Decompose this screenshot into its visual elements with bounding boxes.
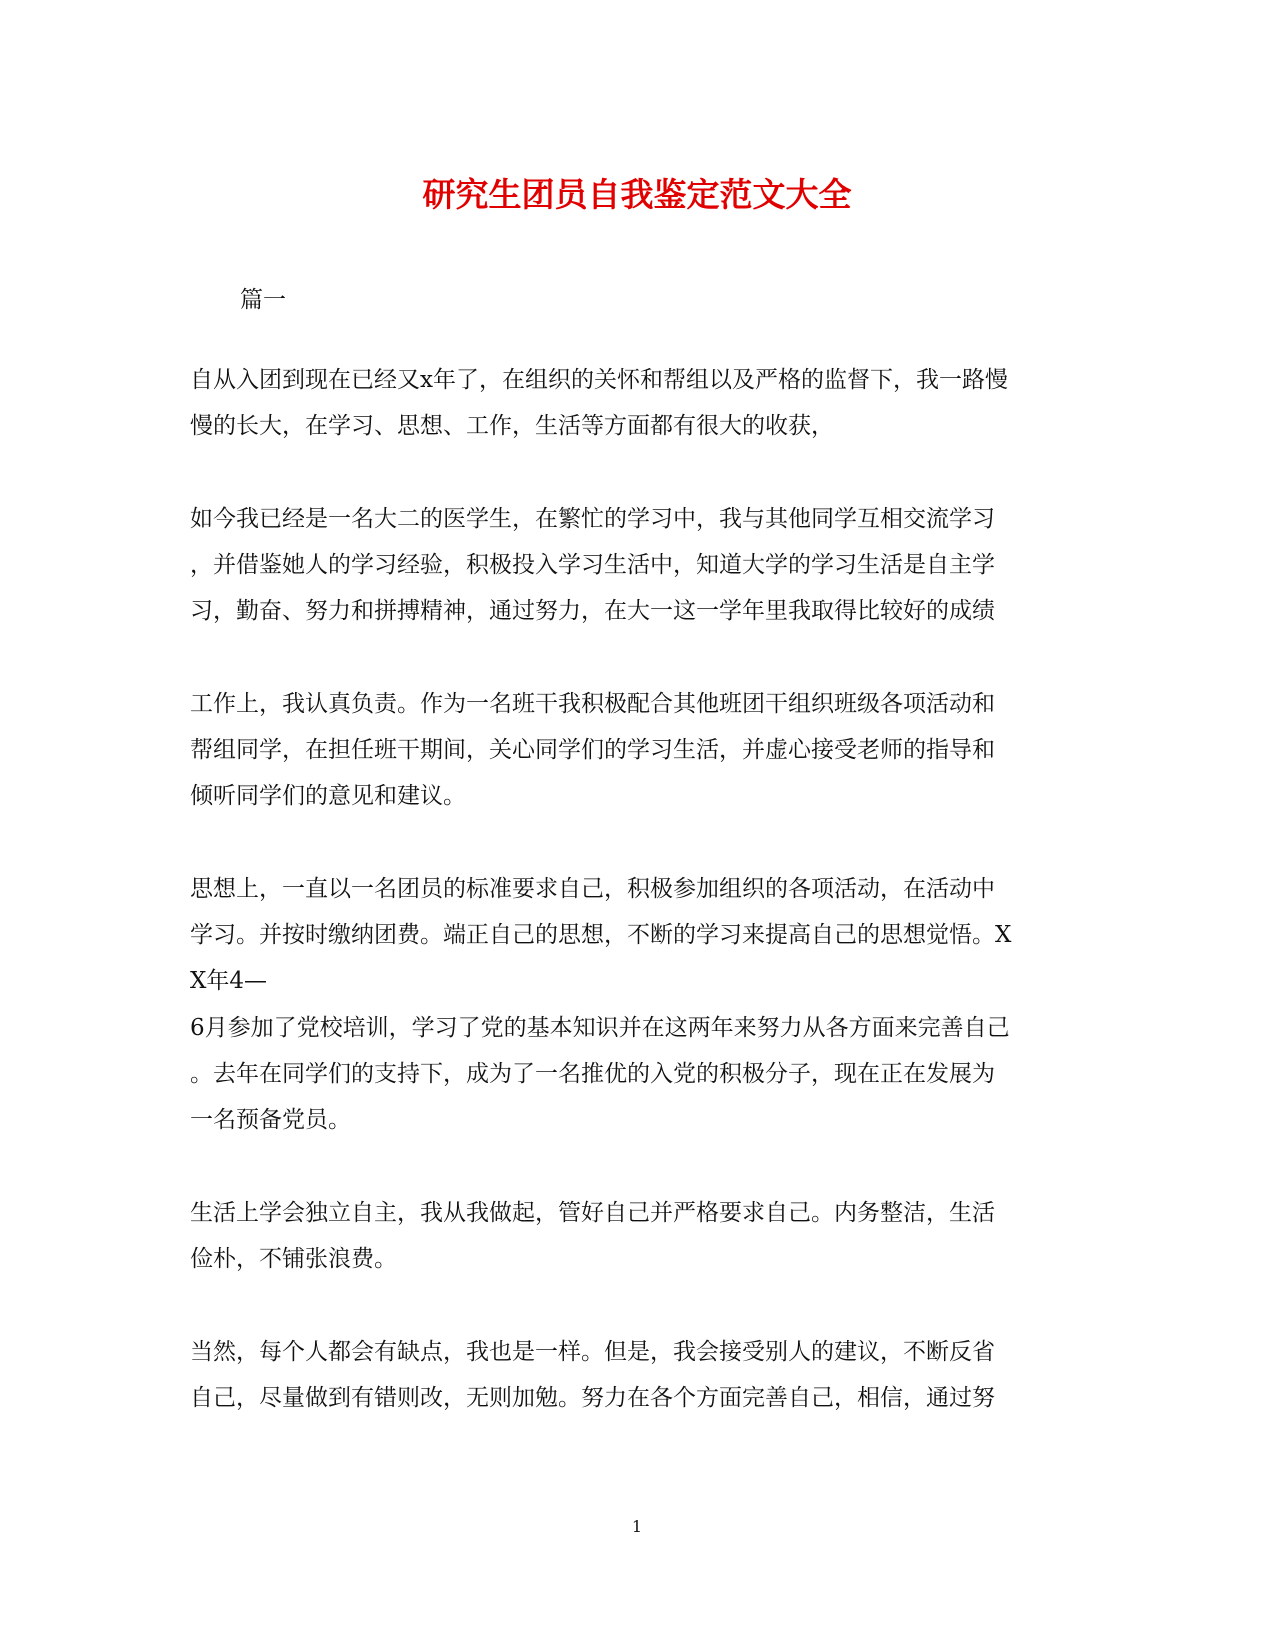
body-line: 倾听同学们的意见和建议。 — [190, 783, 466, 809]
body-line: 一名预备党员。 — [190, 1107, 351, 1133]
body-line: 习，勤奋、努力和拼搏精神，通过努力，在大一这一学年里我取得比较好的成绩 — [190, 598, 995, 624]
body-line: 慢的长大，在学习、思想、工作，生活等方面都有很大的收获， — [190, 413, 834, 439]
body-line: 俭朴，不铺张浪费。 — [190, 1246, 397, 1272]
section-label: 篇一 — [240, 287, 286, 313]
body-line: 自己，尽量做到有错则改，无则加勉。努力在各个方面完善自己，相信，通过努 — [190, 1385, 995, 1411]
body-line: 帮组同学，在担任班干期间，关心同学们的学习生活，并虚心接受老师的指导和 — [190, 737, 995, 763]
body-line: 工作上，我认真负责。作为一名班干我积极配合其他班团干组织班级各项活动和 — [190, 691, 995, 717]
body-line: ，并借鉴她人的学习经验，积极投入学习生活中，知道大学的学习生活是自主学 — [190, 552, 995, 578]
body-line: 思想上，一直以一名团员的标准要求自己，积极参加组织的各项活动，在活动中 — [190, 876, 995, 902]
document-title: 研究生团员自我鉴定范文大全 — [422, 175, 852, 214]
body-line: 生活上学会独立自主，我从我做起，管好自己并严格要求自己。内务整洁，生活 — [190, 1200, 995, 1226]
body-line: 如今我已经是一名大二的医学生，在繁忙的学习中，我与其他同学互相交流学习 — [190, 506, 995, 532]
body-line: 自从入团到现在已经又x年了，在组织的关怀和帮组以及严格的监督下，我一路慢 — [190, 367, 1008, 393]
body-line: 。去年在同学们的支持下，成为了一名推优的入党的积极分子，现在正在发展为 — [190, 1061, 995, 1087]
page-number: 1 — [631, 1517, 643, 1536]
body-line: 当然，每个人都会有缺点，我也是一样。但是，我会接受别人的建议，不断反省 — [190, 1339, 995, 1365]
body-line: 学习。并按时缴纳团费。端正自己的思想，不断的学习来提高自己的思想觉悟。X — [190, 922, 1012, 948]
body-line: 6月参加了党校培训，学习了党的基本知识并在这两年来努力从各方面来完善自己 — [190, 1015, 1010, 1041]
body-line: X年4— — [190, 968, 268, 994]
